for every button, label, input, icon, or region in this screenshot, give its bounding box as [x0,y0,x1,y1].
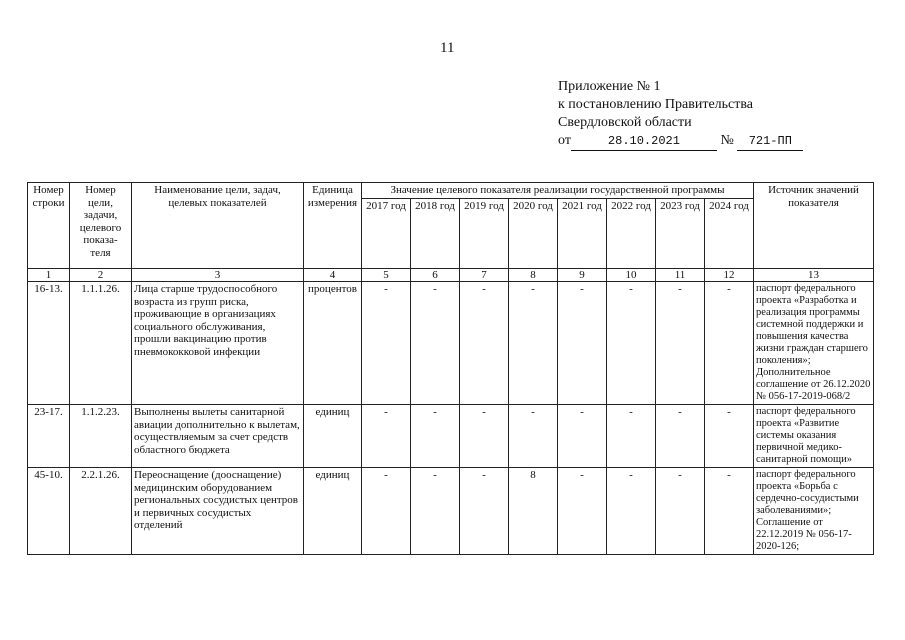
header-year: 2017 год [362,198,411,268]
value-2022: - [607,282,656,405]
header-row-number: Номер строки [28,183,70,269]
header-goal-number: Номер цели, задачи, целевого показа- теля [70,183,132,269]
value-2024: - [705,468,754,555]
value-2023: - [656,405,705,468]
row-number: 23-17. [28,405,70,468]
value-2023: - [656,282,705,405]
appendix-date-line [558,132,803,151]
header-year: 2019 год [460,198,509,268]
header-year: 2023 год [656,198,705,268]
column-number: 10 [607,268,656,282]
header-name: Наименование цели, задач, целевых показателей [132,183,304,269]
value-2022: - [607,468,656,555]
target-indicators-table [27,182,874,555]
value-2023: - [656,468,705,555]
column-number-row [28,268,874,282]
row-number: 45-10. [28,468,70,555]
source: паспорт федерального проекта «Разработка и реализация программы системной поддержки и повышения качества жизни граждан старшего поколения»; Дополнительное соглашение от 26.12.2020 № 056-17-2019-068/2 [754,282,874,405]
value-2018: - [411,282,460,405]
column-number: 7 [460,268,509,282]
column-number: 8 [509,268,558,282]
column-number: 1 [28,268,70,282]
appendix-line-resolution: к постановлению Правительства [558,97,754,112]
column-number: 11 [656,268,705,282]
value-2018: - [411,405,460,468]
column-number: 3 [132,268,304,282]
value-2019: - [460,282,509,405]
unit: единиц [304,405,362,468]
header-year: 2020 год [509,198,558,268]
goal-number: 2.2.1.26. [70,468,132,555]
column-number: 4 [304,268,362,282]
value-2018: - [411,468,460,555]
indicator-name: Выполнены вылеты санитарной авиации дополнительно к вылетам, осуществляемым за счет средств областного бюджета [132,405,304,468]
value-2017: - [362,282,411,405]
value-2022: - [607,405,656,468]
value-2024: - [705,405,754,468]
value-2020: - [509,282,558,405]
unit: единиц [304,468,362,555]
column-number: 2 [70,268,132,282]
header-source: Источник значений показателя [754,183,874,269]
appendix-line-region: Свердловской области [558,115,692,130]
value-2021: - [558,468,607,555]
value-2017: - [362,468,411,555]
goal-number: 1.1.1.26. [70,282,132,405]
source: паспорт федерального проекта «Борьба с сердечно-сосудистыми заболеваниями»; Соглашение от 22.12.2019 № 056-17-2020-126; [754,468,874,555]
number-label: № [720,133,734,148]
resolution-number: 721-ПП [737,132,803,151]
value-2024: - [705,282,754,405]
value-2019: - [460,468,509,555]
appendix-title: Приложение № 1 [558,79,661,94]
value-2019: - [460,405,509,468]
column-number: 5 [362,268,411,282]
indicator-name: Переоснащение (дооснащение) медицинским оборудованием региональных сосудистых центров и первичных сосудистых отделений [132,468,304,555]
header-year: 2022 год [607,198,656,268]
table-row [28,405,874,468]
header-year: 2018 год [411,198,460,268]
value-2020: 8 [509,468,558,555]
unit: процентов [304,282,362,405]
column-number: 9 [558,268,607,282]
value-2021: - [558,405,607,468]
header-year: 2024 год [705,198,754,268]
value-2017: - [362,405,411,468]
table-row [28,282,874,405]
goal-number: 1.1.2.23. [70,405,132,468]
header-values-group: Значение целевого показателя реализации государственной программы [362,183,754,199]
resolution-date: 28.10.2021 [571,132,717,151]
column-number: 13 [754,268,874,282]
header-unit: Единица измерения [304,183,362,269]
from-label: от [558,133,571,148]
source: паспорт федерального проекта «Развитие системы оказания первичной медико-санитарной помощи» [754,405,874,468]
value-2021: - [558,282,607,405]
header-year: 2021 год [558,198,607,268]
row-number: 16-13. [28,282,70,405]
value-2020: - [509,405,558,468]
column-number: 12 [705,268,754,282]
page-number: 11 [440,40,455,56]
table-row [28,468,874,555]
column-number: 6 [411,268,460,282]
appendix-block [558,78,803,151]
indicator-name: Лица старше трудоспособного возраста из групп риска, проживающие в организациях социального обслуживания, прошли вакцинацию против пневмококковой инфекции [132,282,304,405]
